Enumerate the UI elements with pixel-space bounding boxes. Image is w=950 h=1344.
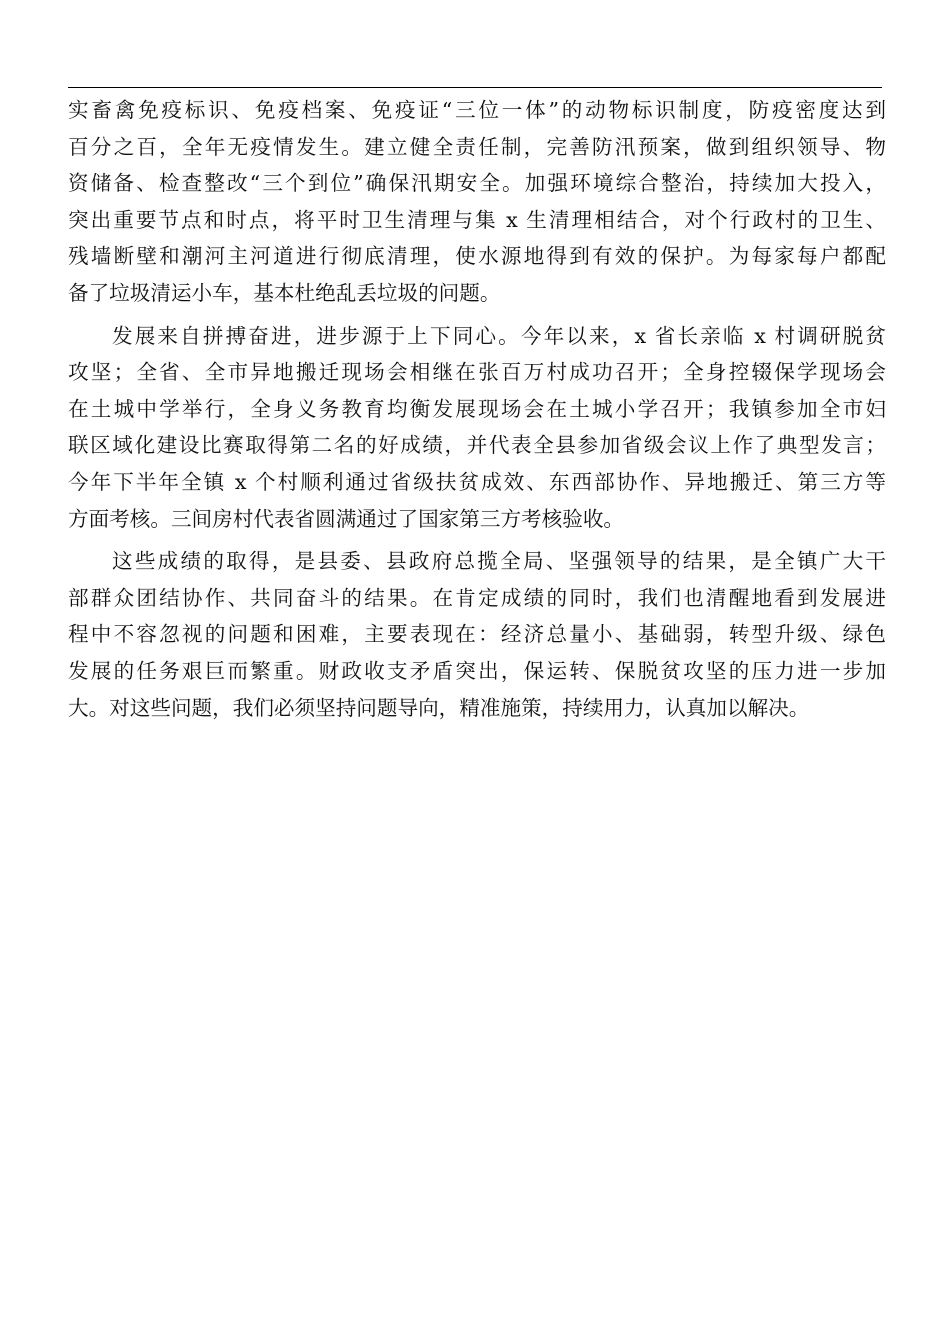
text-line: 突出重要节点和时点，将平时卫生清理与集 x 生清理相结合，对个行政村的卫生、	[68, 207, 886, 232]
text-line: 实畜禽免疫标识、免疫档案、免疫证“三位一体”的动物标识制度，防疫密度达到	[68, 98, 886, 122]
paragraph	[68, 543, 886, 726]
paragraph	[68, 92, 886, 312]
document-body	[68, 92, 886, 726]
text-line: 资储备、检查整改“三个到位”确保汛期安全。加强环境综合整治，持续加大投入，	[68, 171, 886, 196]
text-line: 备了垃圾清运小车，基本杜绝乱丢垃圾的问题。	[68, 280, 501, 305]
text-line: 程中不容忽视的问题和困难，主要表现在：经济总量小、基础弱，转型升级、绿色	[68, 622, 886, 647]
header-rule	[68, 87, 882, 88]
paragraph	[68, 318, 886, 538]
text-line: 大。对这些问题，我们必须坚持问题导向，精准施策，持续用力，认真加以解决。	[68, 695, 810, 720]
text-line: 这些成绩的取得，是县委、县政府总揽全局、坚强领导的结果，是全镇广大干	[112, 549, 886, 574]
text-line: 发展的任务艰巨而繁重。财政收支矛盾突出，保运转、保脱贫攻坚的压力进一步加	[68, 658, 886, 683]
text-line: 部群众团结协作、共同奋斗的结果。在肯定成绩的同时，我们也清醒地看到发展进	[68, 585, 886, 610]
text-line: 攻坚；全省、全市异地搬迁现场会相继在张百万村成功召开；全身控辍保学现场会	[68, 360, 886, 385]
text-line: 发展来自拼搏奋进，进步源于上下同心。今年以来，x 省长亲临 x 村调研脱贫	[112, 323, 886, 348]
text-line: 在土城中学举行，全身义务教育均衡发展现场会在土城小学召开；我镇参加全市妇	[68, 396, 886, 421]
text-line: 百分之百，全年无疫情发生。建立健全责任制，完善防汛预案，做到组织领导、物	[68, 134, 886, 159]
text-line: 残墙断壁和潮河主河道进行彻底清理，使水源地得到有效的保护。为每家每户都配	[68, 244, 886, 269]
text-line: 方面考核。三间房村代表省圆满通过了国家第三方考核验收。	[68, 506, 625, 531]
text-line: 联区域化建设比赛取得第二名的好成绩，并代表全县参加省级会议上作了典型发言；	[68, 433, 886, 458]
text-line: 今年下半年全镇 x 个村顺利通过省级扶贫成效、东西部协作、异地搬迁、第三方等	[68, 469, 886, 494]
